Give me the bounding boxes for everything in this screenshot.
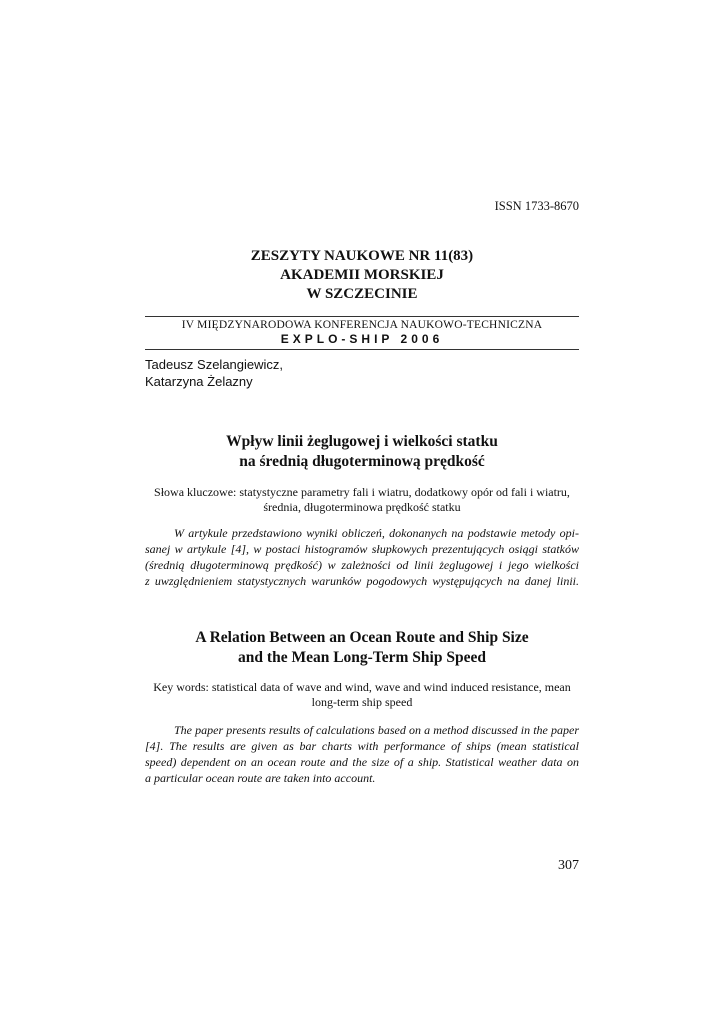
conference-event: EXPLO-SHIP 2006 (280, 332, 444, 346)
conference-name: IV MIĘDZYNARODOWA KONFERENCJA NAUKOWO-TECHNICZNA (181, 319, 543, 331)
abstract-polish-line: z uwzględnieniem statystycznych warunków pogodowych występujących na danej linii. (145, 574, 579, 588)
journal-title-line: AKADEMII MORSKIEJ (280, 267, 444, 283)
keywords-english-line: Key words: statistical data of wave and wind, wave and wind induced resistance, mean (153, 680, 571, 694)
abstract-english-line: a particular ocean route are taken into account. (145, 771, 376, 785)
issn-number: ISSN 1733-8670 (494, 199, 579, 213)
keywords-polish-line: Słowa kluczowe: statystyczne parametry fali i wiatru, dodatkowy opór od fali i wiatru, (154, 485, 570, 499)
abstract-english-line: speed) dependent on an ocean route and the size of a ship. Statistical weather data on (145, 755, 579, 769)
title-polish (145, 432, 579, 472)
journal-title (145, 247, 579, 304)
conference-rule-top (145, 316, 579, 317)
abstract-english (145, 722, 579, 786)
keywords-polish-line: średnia, długoterminowa prędkość statku (263, 500, 461, 514)
conference-rule-bottom (145, 349, 579, 350)
abstract-english-line: The paper presents results of calculations based on a method discussed in the paper (174, 723, 579, 737)
title-polish-line: na średnią długoterminową prędkość (239, 453, 485, 470)
keywords-polish (145, 485, 579, 515)
author-name: Tadeusz Szelangiewicz, (145, 357, 284, 372)
journal-title-line: W SZCZECINIE (306, 286, 418, 302)
abstract-english-line: [4]. The results are given as bar charts with performance of ships (mean statistical (145, 739, 579, 753)
abstract-polish (145, 525, 579, 589)
author-name: Katarzyna Żelazny (145, 374, 253, 389)
keywords-english-line: long-term ship speed (311, 695, 413, 709)
abstract-polish-line: (średnią długoterminową prędkość) w zależności od linii żeglugowej i jego wielkości (145, 558, 579, 572)
title-english (145, 628, 579, 668)
abstract-polish-line: W artykule przedstawiono wyniki obliczeń, dokonanych na podstawie metody opi- (174, 526, 579, 540)
title-polish-line: Wpływ linii żeglugowej i wielkości statku (226, 433, 498, 450)
page-number: 307 (558, 858, 579, 873)
title-english-line: and the Mean Long-Term Ship Speed (238, 649, 486, 666)
author-list (145, 356, 283, 390)
abstract-polish-line: sanej w artykule [4], w postaci histogramów słupkowych prezentujących osiągi statków (145, 542, 579, 556)
keywords-english (145, 680, 579, 710)
title-english-line: A Relation Between an Ocean Route and Ship Size (195, 629, 529, 646)
journal-title-line: ZESZYTY NAUKOWE NR 11(83) (250, 248, 474, 264)
